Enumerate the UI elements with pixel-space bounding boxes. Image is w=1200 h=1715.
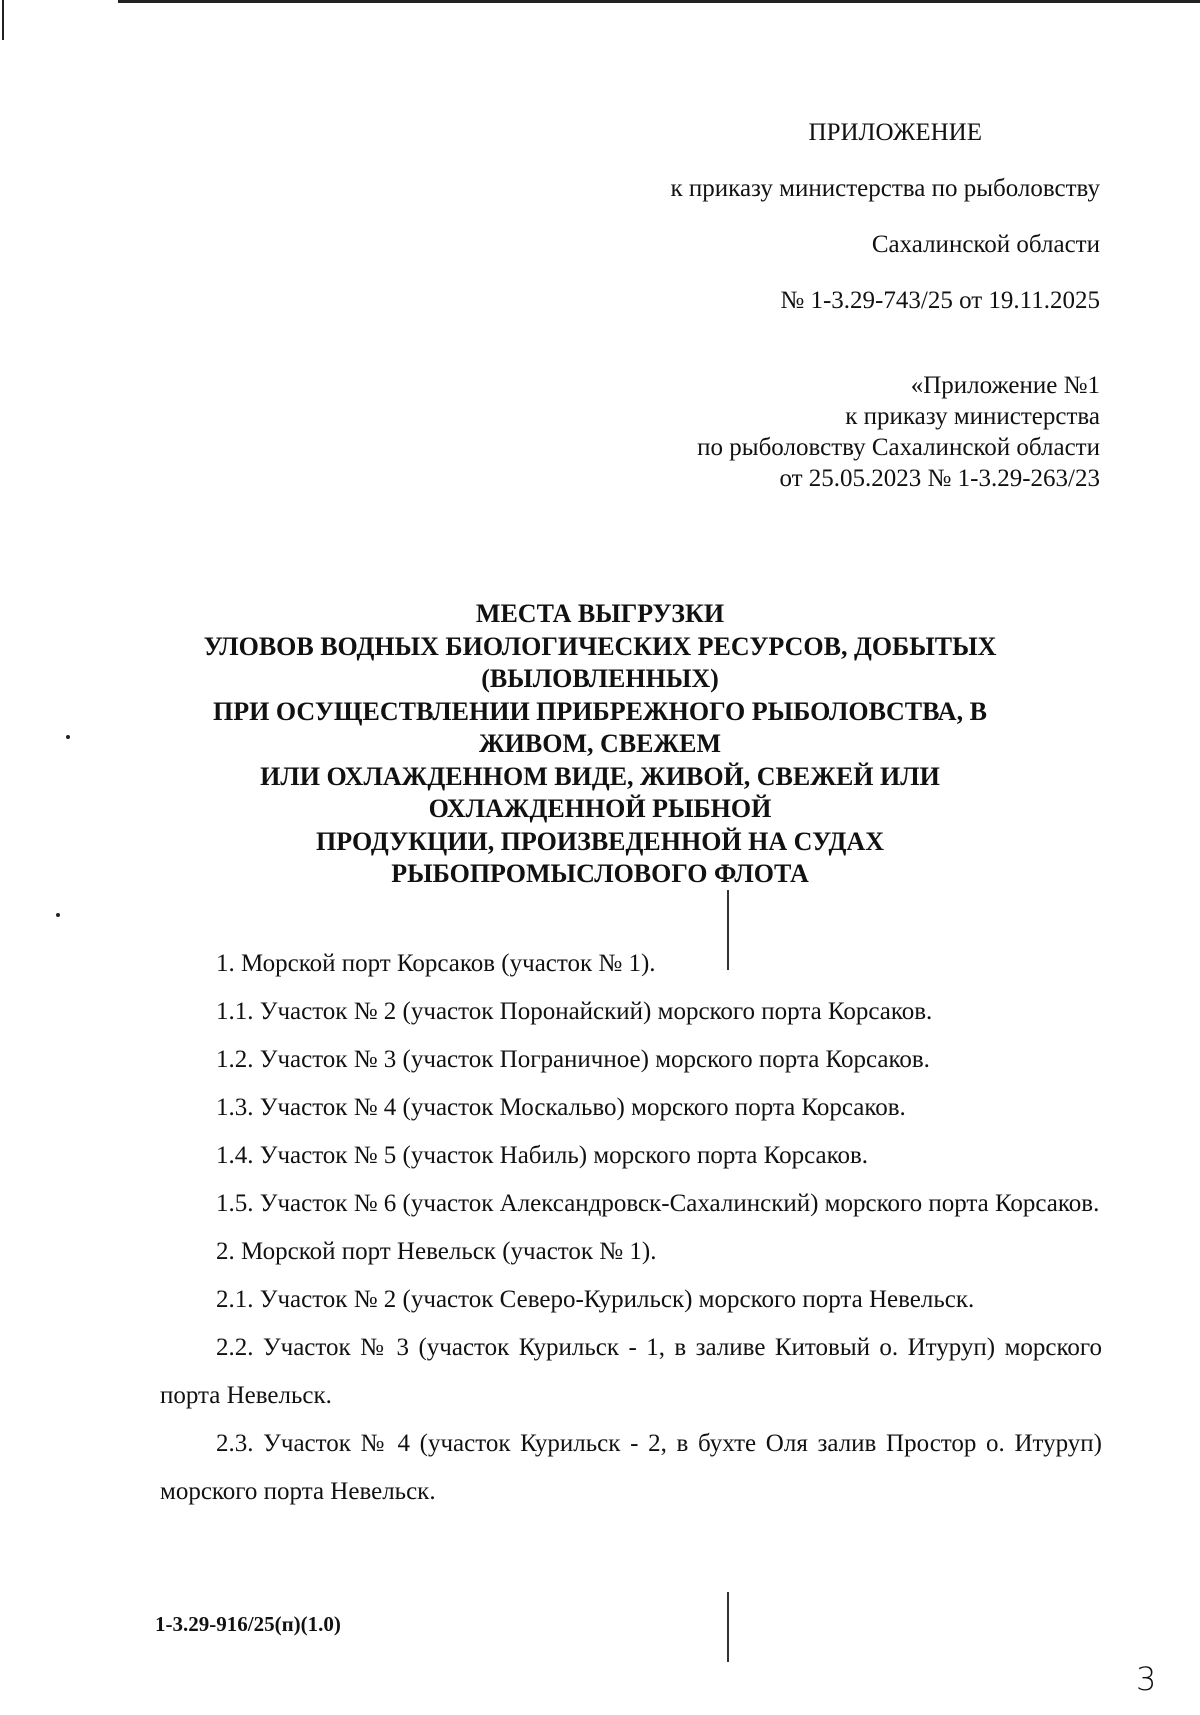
scan-artifact-dot	[66, 735, 70, 739]
scan-left-border	[2, 0, 4, 40]
document-title	[150, 598, 1050, 891]
title-line: РЫБОПРОМЫСЛОВОГО ФЛОТА	[391, 859, 809, 888]
approval-line: Сахалинской области	[871, 231, 1100, 258]
title-line: ПРОДУКЦИИ, ПРОИЗВЕДЕННОЙ НА СУДАХ	[316, 826, 884, 856]
annex-line: по рыболовству Сахалинской области	[697, 434, 1100, 461]
list-item: 1. Морской порт Корсаков (участок № 1).	[216, 950, 656, 977]
annex-block	[697, 370, 1100, 494]
list-item: 1.2. Участок № 3 (участок Пограничное) морского порта Корсаков.	[216, 1046, 930, 1073]
annex-order-number: от 25.05.2023 № 1-3.29-263/23	[779, 465, 1100, 492]
list-item: 2. Морской порт Невельск (участок № 1).	[216, 1238, 657, 1265]
annex-line: «Приложение №1	[910, 372, 1100, 399]
scan-artifact-line	[727, 1592, 729, 1662]
page-number: 3	[1136, 1660, 1157, 1698]
scan-artifact-dot	[56, 913, 60, 917]
list-item: 1.3. Участок № 4 (участок Москальво) морского порта Корсаков.	[216, 1094, 906, 1121]
list-item: 1.5. Участок № 6 (участок Александровск-Сахалинский) морского порта Корсаков.	[216, 1190, 1100, 1217]
approval-order-number: № 1-3.29-743/25 от 19.11.2025	[780, 287, 1100, 314]
title-line: (ВЫЛОВЛЕННЫХ)	[481, 664, 719, 693]
title-line: ОХЛАЖДЕННОЙ РЫБНОЙ	[428, 794, 772, 823]
scan-artifact-line	[727, 890, 729, 970]
list-item: 2.2. Участок № 3 (участок Курильск - 1, в заливе Китовый о. Итуруп) морского порта Невельск.	[160, 1334, 1102, 1409]
title-line: ПРИ ОСУЩЕСТВЛЕНИИ ПРИБРЕЖНОГО РЫБОЛОВСТВА, В	[213, 696, 987, 726]
list-item: 2.1. Участок № 2 (участок Северо-Курильск) морского порта Невельск.	[216, 1286, 975, 1313]
title-line: ЖИВОМ, СВЕЖЕМ	[478, 729, 722, 758]
approval-line: к приказу министерства по рыболовству	[670, 175, 1100, 202]
title-line: УЛОВОВ ВОДНЫХ БИОЛОГИЧЕСКИХ РЕСУРСОВ, ДОБЫТЫХ	[203, 631, 997, 661]
list-item: 1.1. Участок № 2 (участок Поронайский) морского порта Корсаков.	[216, 998, 933, 1025]
title-line: МЕСТА ВЫГРУЗКИ	[475, 599, 725, 628]
list-item: 1.4. Участок № 5 (участок Набиль) морского порта Корсаков.	[216, 1142, 869, 1169]
approval-block	[671, 118, 1100, 316]
annex-line: к приказу министерства	[845, 403, 1100, 430]
title-line: ИЛИ ОХЛАЖДЕННОМ ВИДЕ, ЖИВОЙ, СВЕЖЕЙ ИЛИ	[260, 761, 940, 791]
approval-title: ПРИЛОЖЕНИЕ	[808, 119, 982, 146]
unloading-places-list	[160, 940, 1102, 1516]
document-code: 1-3.29-916/25(п)(1.0)	[155, 1612, 341, 1636]
list-item: 2.3. Участок № 4 (участок Курильск - 2, в бухте Оля залив Простор о. Итуруп) морского порта Невельск.	[160, 1430, 1102, 1505]
scan-top-border	[118, 0, 1200, 3]
